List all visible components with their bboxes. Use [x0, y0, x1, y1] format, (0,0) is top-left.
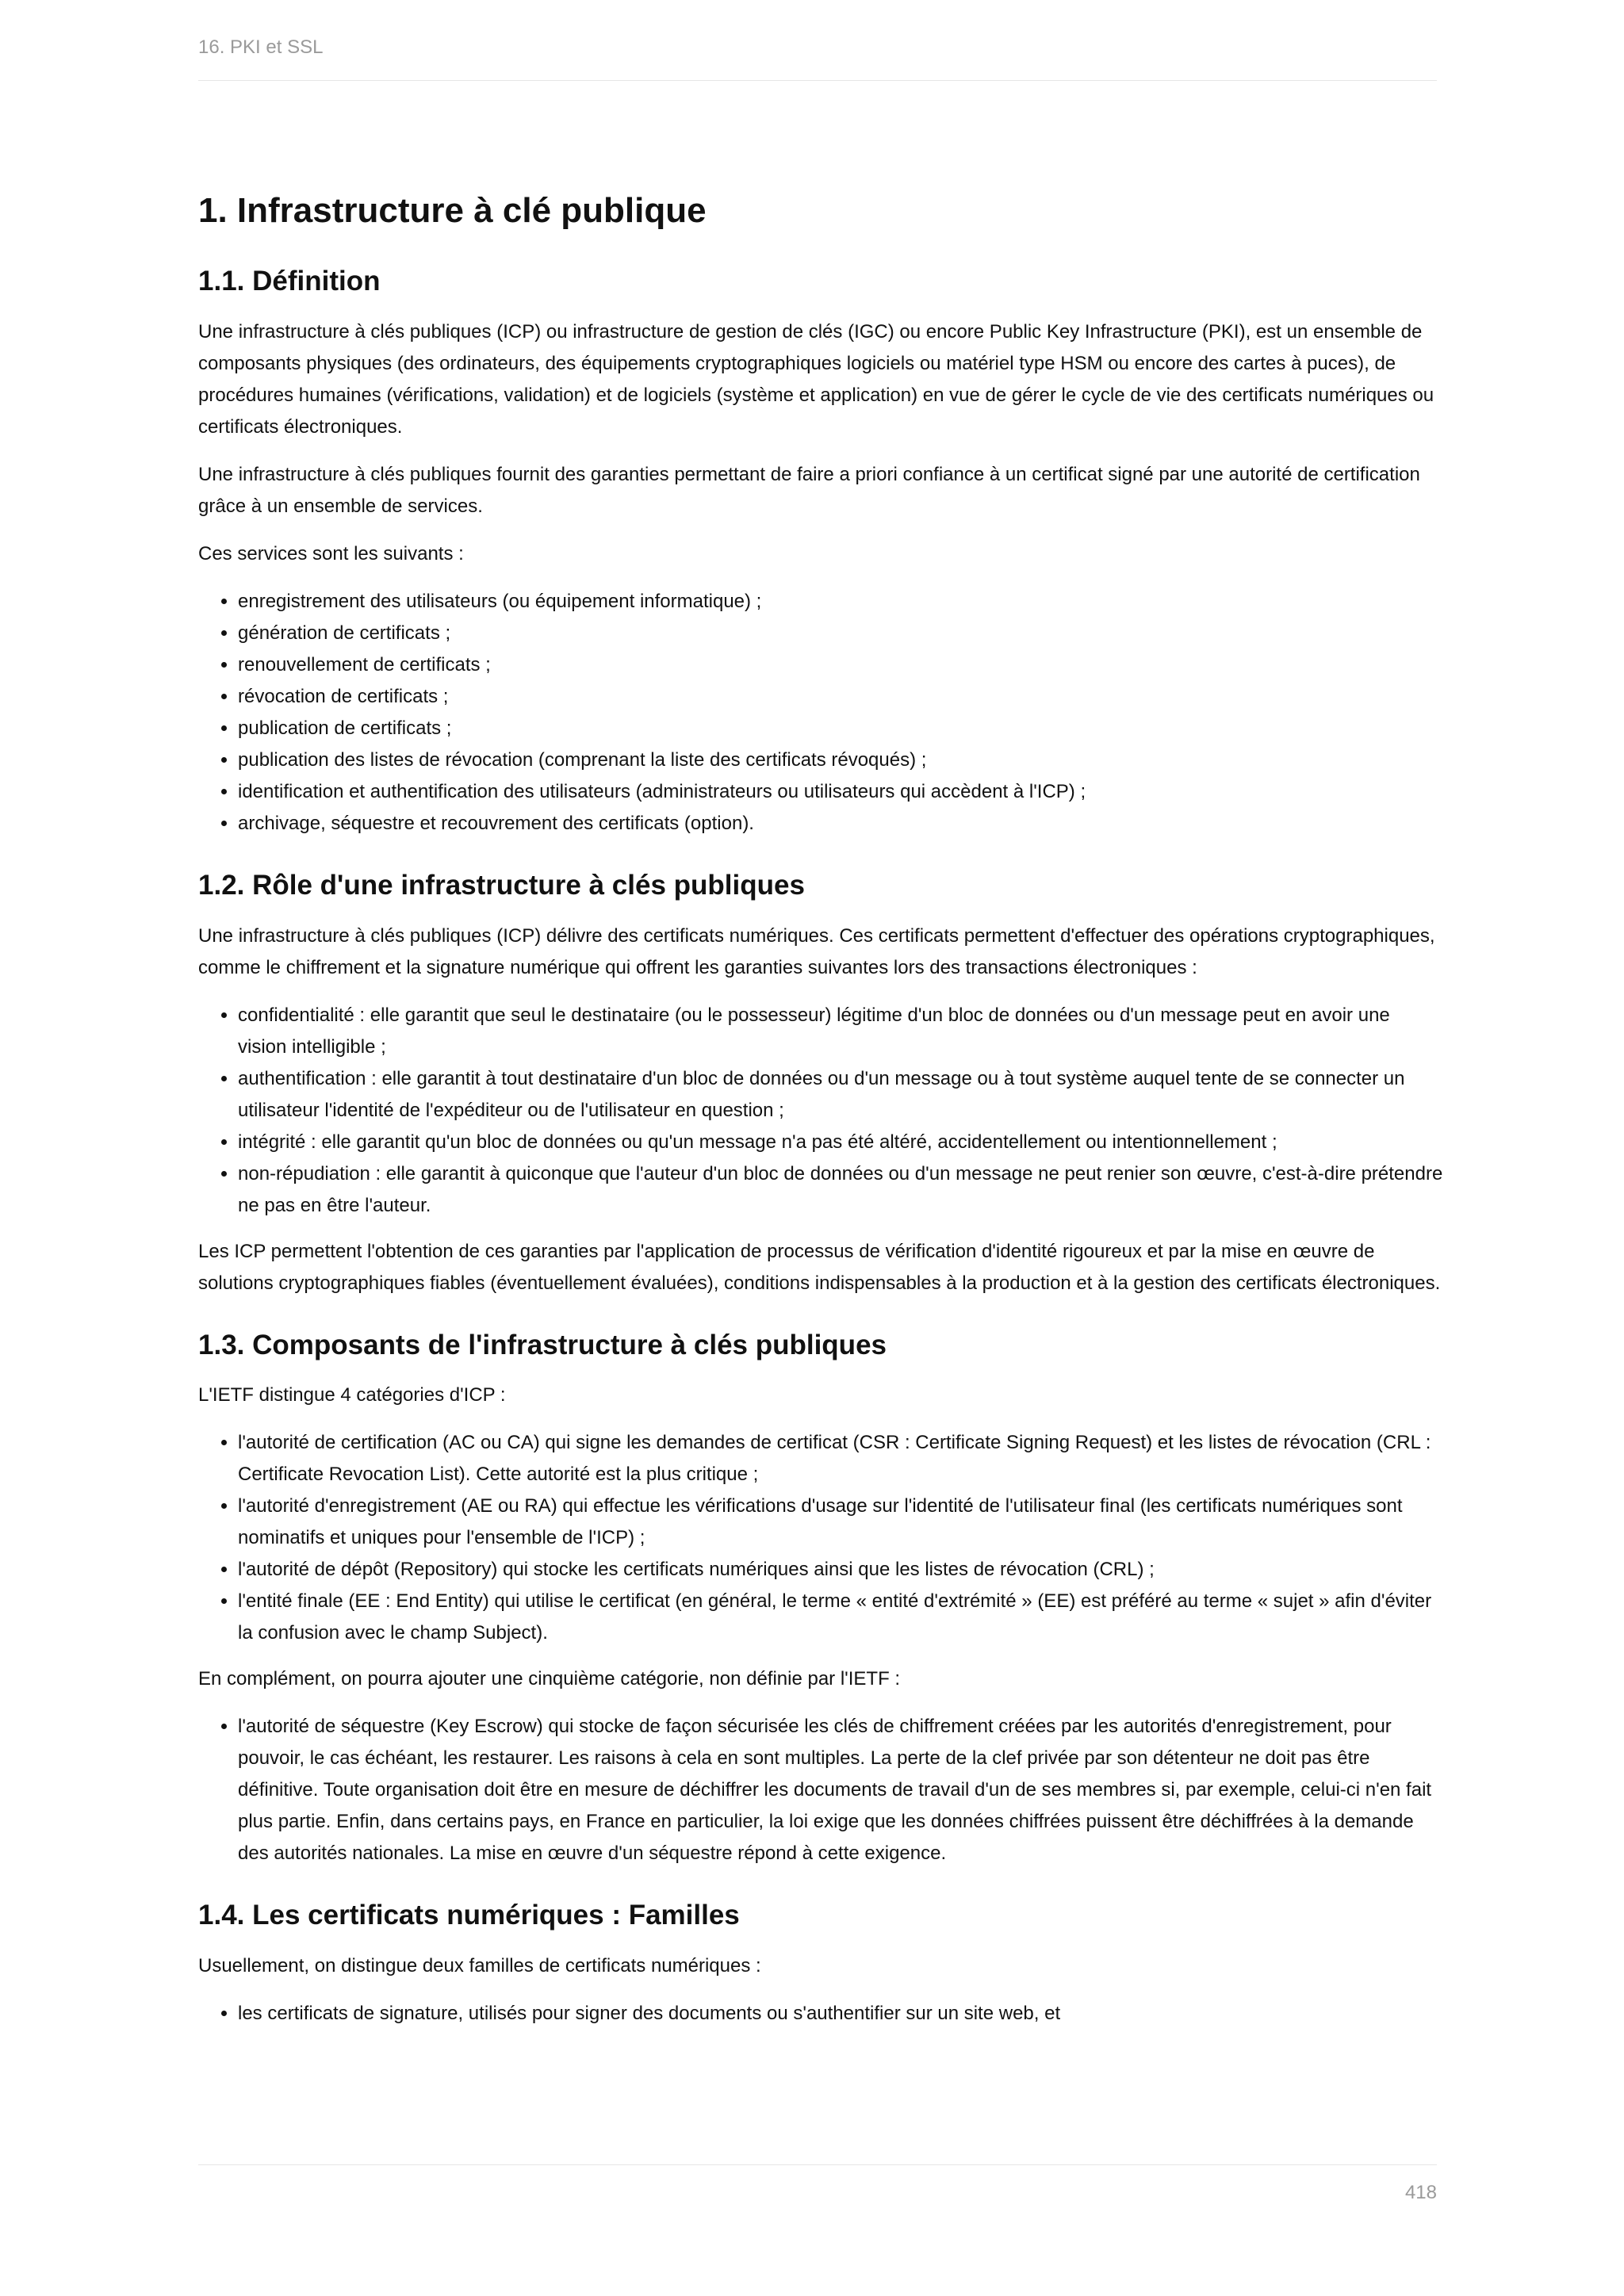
paragraph: Une infrastructure à clés publiques (ICP) ou infrastructure de gestion de clés (IGC) ou encore Public Key Infrastructure (PKI), est un ensemble de composants physiques (des ordinateurs, des équipements cryptographiques logiciels ou matériel type HSM ou encore des cartes à puces), de procédures humaines (vérifications, validation) et de logiciels (système et application) en vue de gérer le cycle de vie des certificats numériques ou certificats électroniques. [198, 320, 1434, 438]
families-list [198, 1998, 1443, 2030]
list-item: • l'autorité d'enregistrement (AE ou RA) qui effectue les vérifications d'usage sur l'identité de l'utilisateur final (les certificats numériques sont nominatifs et uniques pour l'ensemble de l'ICP) ; [238, 1490, 1443, 1554]
list-item: • l'autorité de certification (AC ou CA) qui signe les demandes de certificat (CSR : Certificate Signing Request) et les listes de révocation (CRL : Certificate Revocation List). Cette autorité est la plus critique ; [238, 1427, 1443, 1490]
chapter-title: 1. Infrastructure à clé publique [198, 191, 707, 230]
list-item: • non-répudiation : elle garantit à quiconque que l'auteur d'un bloc de données ou d'un message ne peut renier son œuvre, c'est-à-dire prétendre ne pas en être l'auteur. [238, 1158, 1443, 1222]
list-item: • identification et authentification des utilisateurs (administrateurs ou utilisateurs qui accèdent à l'ICP) ; [238, 776, 1443, 808]
list-item: • génération de certificats ; [238, 618, 1443, 649]
page-content [198, 189, 1443, 2044]
section-title-components: 1.3. Composants de l'infrastructure à clés publiques [198, 1329, 887, 1360]
section-title-definition: 1.1. Définition [198, 266, 381, 297]
ietf-categories-list [198, 1427, 1443, 1649]
section-families [198, 1898, 1443, 2030]
list-item: • les certificats de signature, utilisés pour signer des documents ou s'authentifier sur un site web, et [238, 1998, 1443, 2030]
paragraph: Une infrastructure à clés publiques fournit des garanties permettant de faire a priori confiance à un certificat signé par une autorité de certification grâce à un ensemble de services. [198, 463, 1420, 517]
list-item: • publication de certificats ; [238, 713, 1443, 744]
list-item: • renouvellement de certificats ; [238, 649, 1443, 681]
list-item: • l'entité finale (EE : End Entity) qui utilise le certificat (en général, le terme « entité d'extrémité » (EE) est préféré au terme « sujet » afin d'éviter la confusion avec le champ Subject). [238, 1586, 1443, 1649]
list-item: • intégrité : elle garantit qu'un bloc de données ou qu'un message n'a pas été altéré, accidentellement ou intentionnellement ; [238, 1127, 1443, 1158]
list-item: • authentification : elle garantit à tout destinataire d'un bloc de données ou d'un message ou à tout système auquel tente de se connecter un utilisateur l'identité de l'expéditeur ou de l'utilisateur en question ; [238, 1063, 1443, 1127]
list-item: • révocation de certificats ; [238, 681, 1443, 713]
paragraph: Ces services sont les suivants : [198, 542, 464, 564]
list-item: • l'autorité de séquestre (Key Escrow) qui stocke de façon sécurisée les clés de chiffrement créées par les autorités d'enregistrement, pour pouvoir, le cas échéant, les restaurer. Les raisons à cela en sont multiples. La perte de la clef privée par son détenteur ne doit pas être définitive. Toute organisation doit être en mesure de déchiffrer les documents de travail d'un de ses membres si, par exemple, celui-ci n'en fait plus partie. Enfin, dans certains pays, en France en particulier, la loi exige que les données chiffrées puissent être déchiffrées à la demande des autorités nationales. La mise en œuvre d'un séquestre répond à cette exigence. [238, 1711, 1443, 1869]
list-item: • archivage, séquestre et recouvrement des certificats (option). [238, 808, 1443, 840]
services-list [198, 586, 1443, 840]
section-definition [198, 264, 1443, 840]
paragraph: Une infrastructure à clés publiques (ICP) délivre des certificats numériques. Ces certificats permettent d'effectuer des opérations cryptographiques, comme le chiffrement et la signature numérique qui offrent les garanties suivantes lors des transactions électroniques : [198, 924, 1435, 978]
list-item: • confidentialité : elle garantit que seul le destinataire (ou le possesseur) légitime d'un bloc de données ou d'un message peut en avoir une vision intelligible ; [238, 1000, 1443, 1063]
section-role [198, 868, 1443, 1299]
guarantees-list [198, 1000, 1443, 1222]
header-divider [198, 80, 1437, 81]
list-item: • enregistrement des utilisateurs (ou équipement informatique) ; [238, 586, 1443, 618]
footer-divider [198, 2164, 1437, 2165]
paragraph: En complément, on pourra ajouter une cinquième catégorie, non définie par l'IETF : [198, 1668, 901, 1690]
list-item: • publication des listes de révocation (comprenant la liste des certificats révoqués) ; [238, 744, 1443, 776]
paragraph: Usuellement, on distingue deux familles de certificats numériques : [198, 1955, 761, 1976]
running-header: 16. PKI et SSL [198, 36, 324, 58]
section-title-families: 1.4. Les certificats numériques : Familles [198, 1900, 740, 1931]
page-number: 418 [1404, 2182, 1437, 2203]
fifth-category-list [198, 1711, 1443, 1869]
paragraph: Les ICP permettent l'obtention de ces garanties par l'application de processus de vérification d'identité rigoureux et par la mise en œuvre de solutions cryptographiques fiables (éventuellement évaluées), conditions indispensables à la production et à la gestion des certificats électroniques. [198, 1240, 1441, 1294]
section-components [198, 1328, 1443, 1870]
list-item: • l'autorité de dépôt (Repository) qui stocke les certificats numériques ainsi que les listes de révocation (CRL) ; [238, 1554, 1443, 1586]
paragraph: L'IETF distingue 4 catégories d'ICP : [198, 1384, 506, 1406]
section-title-role: 1.2. Rôle d'une infrastructure à clés publiques [198, 869, 805, 901]
